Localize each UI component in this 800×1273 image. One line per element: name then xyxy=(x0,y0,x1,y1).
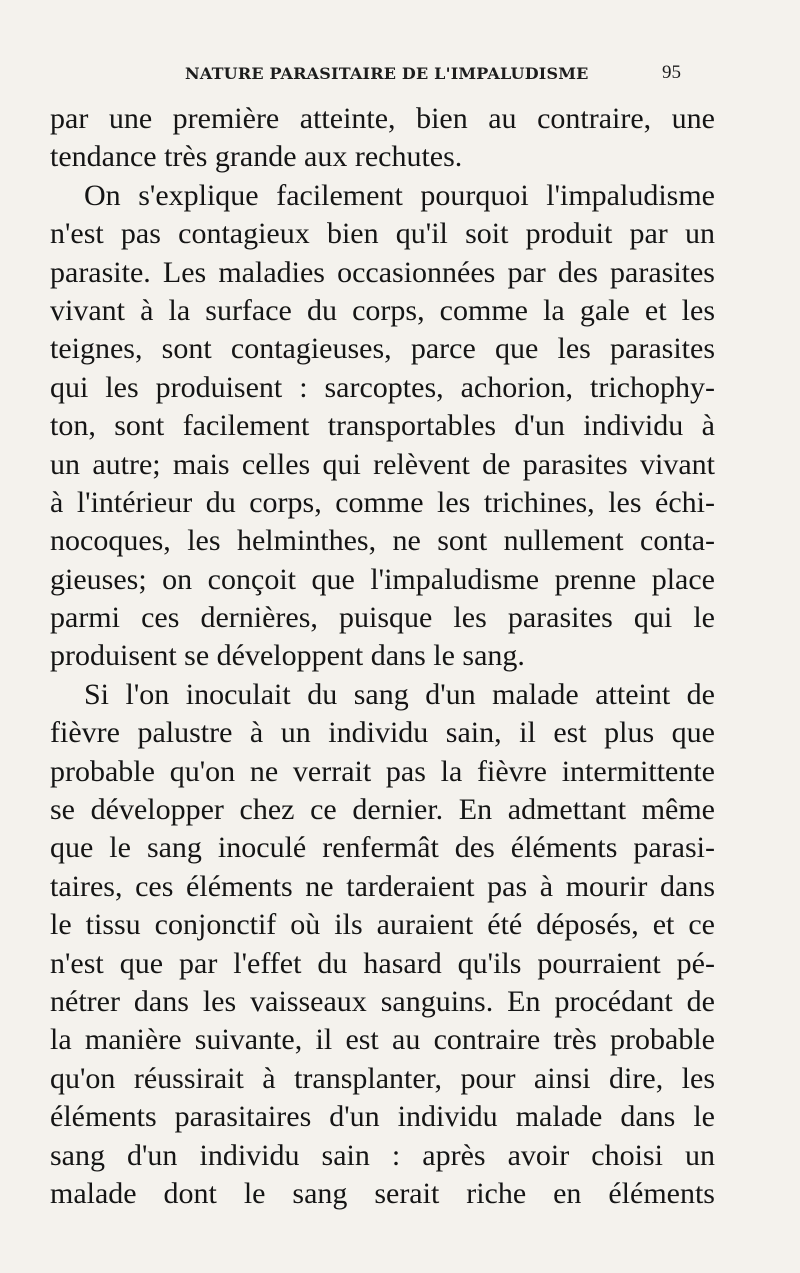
text-line: le tissu conjonctif où ils auraient été déposés, et ce xyxy=(50,908,715,942)
text-line: vivant à la surface du corps, comme la gale et les xyxy=(50,293,715,327)
text-line: n'est pas contagieux bien qu'il soit produit par un xyxy=(50,217,715,251)
text-line: gieuses; on conçoit que l'impaludisme prenne place xyxy=(50,562,715,596)
text-line: que le sang inoculé renfermât des éléments parasi- xyxy=(50,831,715,865)
page-number: 95 xyxy=(662,62,681,83)
text-line: nétrer dans les vaisseaux sanguins. En procédant de xyxy=(50,984,715,1018)
text-line: teignes, sont contagieuses, parce que les parasites xyxy=(50,332,715,366)
text-line: probable qu'on ne verrait pas la fièvre intermittente xyxy=(50,754,715,788)
paragraph-1 xyxy=(50,100,715,177)
text-line: à l'intérieur du corps, comme les trichines, les échi- xyxy=(50,485,715,519)
text-line: un autre; mais celles qui relèvent de parasites vivant xyxy=(50,447,715,481)
text-line: parasite. Les maladies occasionnées par des parasites xyxy=(50,255,715,289)
text-line: taires, ces éléments ne tarderaient pas à mourir dans xyxy=(50,869,715,903)
text-line: tendance très grande aux rechutes. xyxy=(50,140,463,174)
text-line: sang d'un individu sain : après avoir choisi un xyxy=(50,1138,715,1172)
text-line: la manière suivante, il est au contraire très probable xyxy=(50,1023,715,1057)
text-line: Si l'on inoculait du sang d'un malade atteint de xyxy=(84,677,715,711)
text-line: nocoques, les helminthes, ne sont nullement conta- xyxy=(50,524,715,558)
paragraph-2 xyxy=(50,177,715,676)
text-line: fièvre palustre à un individu sain, il est plus que xyxy=(50,716,715,750)
text-line: malade dont le sang serait riche en éléments xyxy=(50,1176,715,1210)
running-head-title: NATURE PARASITAIRE DE L'IMPALUDISME xyxy=(185,64,589,83)
text-line: On s'explique facilement pourquoi l'impaludisme xyxy=(84,178,715,212)
body-text xyxy=(50,100,715,1213)
text-line: produisent se développent dans le sang. xyxy=(50,639,525,673)
text-line: par une première atteinte, bien au contraire, une xyxy=(50,102,715,135)
text-line: qu'on réussirait à transplanter, pour ainsi dire, les xyxy=(50,1061,715,1095)
text-line: parmi ces dernières, puisque les parasites qui le xyxy=(50,601,715,635)
text-line: éléments parasitaires d'un individu malade dans le xyxy=(50,1100,715,1134)
text-line: se développer chez ce dernier. En admettant même xyxy=(50,793,715,827)
text-line: qui les produisent : sarcoptes, achorion, trichophy- xyxy=(50,370,715,404)
paragraph-3 xyxy=(50,676,715,1213)
text-line: n'est que par l'effet du hasard qu'ils pourraient pé- xyxy=(50,946,715,980)
text-line: ton, sont facilement transportables d'un individu à xyxy=(50,409,715,443)
